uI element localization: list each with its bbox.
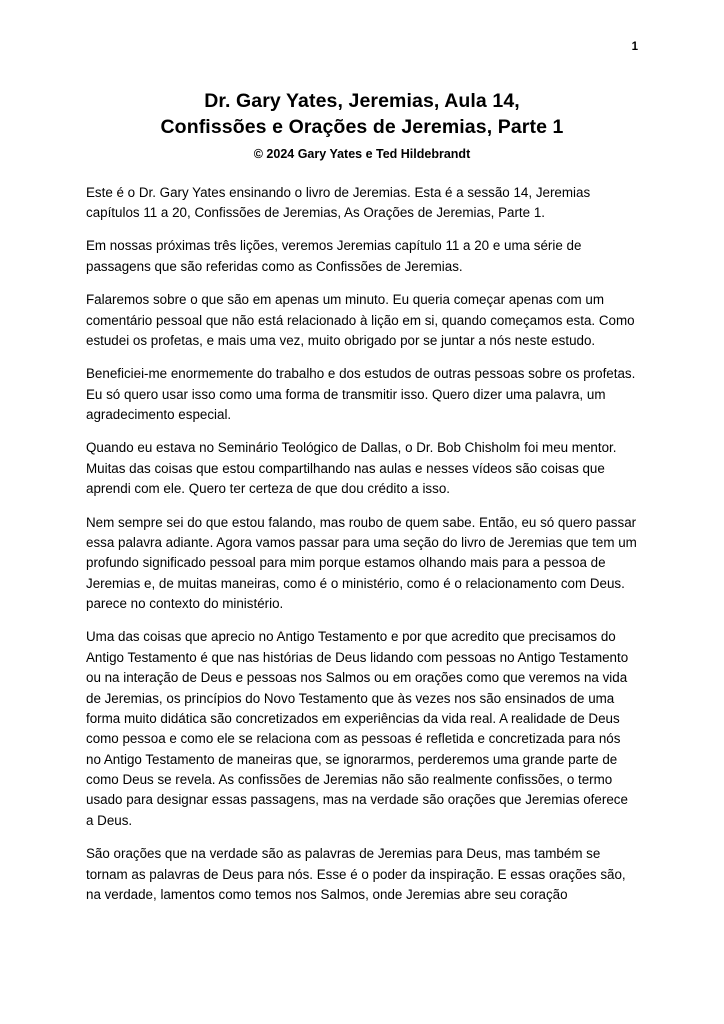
paragraph: Nem sempre sei do que estou falando, mas roubo de quem sabe. Então, eu só quero passar essa palavra adiante. Agora vamos passar para uma seção do livro de Jeremias que tem um profundo significado pessoal para mim porque estamos olhando mais para a pessoa de Jeremias e, de muitas maneiras, como é o ministério, como é o relacionamento com Deus. parece no contexto do ministério. [86,514,637,611]
paragraph: Uma das coisas que aprecio no Antigo Testamento e por que acredito que precisamos do Antigo Testamento é que nas histórias de Deus lidando com pessoas no Antigo Testamento ou na interação de Deus e pessoas nos Salmos ou em orações como que veremos na vida de Jeremias, os princípios do Novo Testamento que às vezes nos são ensinados de uma forma muito didática são concretizados em experiências da vida real. A realidade de Deus como pessoa e como ele se relaciona com as pessoas é refletida e concretizada para nós no Antigo Testamento de maneiras que, se ignorarmos, perderemos uma grande parte de como Deus se revela. As confissões de Jeremias não são realmente confissões, o termo usado para designar essas passagens, mas na verdade são orações que Jeremias oferece a Deus. [86,629,629,828]
paragraph: Este é o Dr. Gary Yates ensinando o livro de Jeremias. Esta é a sessão 14, Jeremias capítulos 11 a 20, Confissões de Jeremias, As Orações de Jeremias, Parte 1. [86,184,591,220]
title-line-2: Confissões e Orações de Jeremias, Parte 1 [160,116,564,139]
paragraph: São orações que na verdade são as palavras de Jeremias para Deus, mas também se tornam as palavras de Deus para nós. Esse é o poder da inspiração. E essas orações são, na verdade, lamentos como temos nos Salmos, onde Jeremias abre seu coração [86,846,626,902]
title-line-1: Dr. Gary Yates, Jeremias, Aula 14, [204,90,520,112]
page-number: 1 [631,41,638,53]
document-body [86,183,638,906]
copyright-notice: © 2024 Gary Yates e Ted Hildebrandt [253,146,471,161]
paragraph: Quando eu estava no Seminário Teológico de Dallas, o Dr. Bob Chisholm foi meu mentor. Muitas das coisas que estou compartilhando nas aulas e nesses vídeos são coisas que aprendi com ele. Quero ter certeza de que dou crédito a isso. [86,440,617,497]
paragraph: Em nossas próximas três lições, veremos Jeremias capítulo 11 a 20 e uma série de passagens que são referidas como as Confissões de Jeremias. [86,238,582,274]
paragraph: Beneficiei-me enormemente do trabalho e dos estudos de outras pessoas sobre os profetas. Eu só quero usar isso como uma forma de transmitir isso. Quero dizer uma palavra, um agradecimento especial. [86,366,636,422]
paragraph: Falaremos sobre o que são em apenas um minuto. Eu queria começar apenas com um comentário pessoal que não está relacionado à lição em si, quando começamos esta. Como estudei os profetas, e mais uma vez, muito obrigado por se juntar a nós neste estudo. [86,292,635,348]
document-title [86,88,638,141]
